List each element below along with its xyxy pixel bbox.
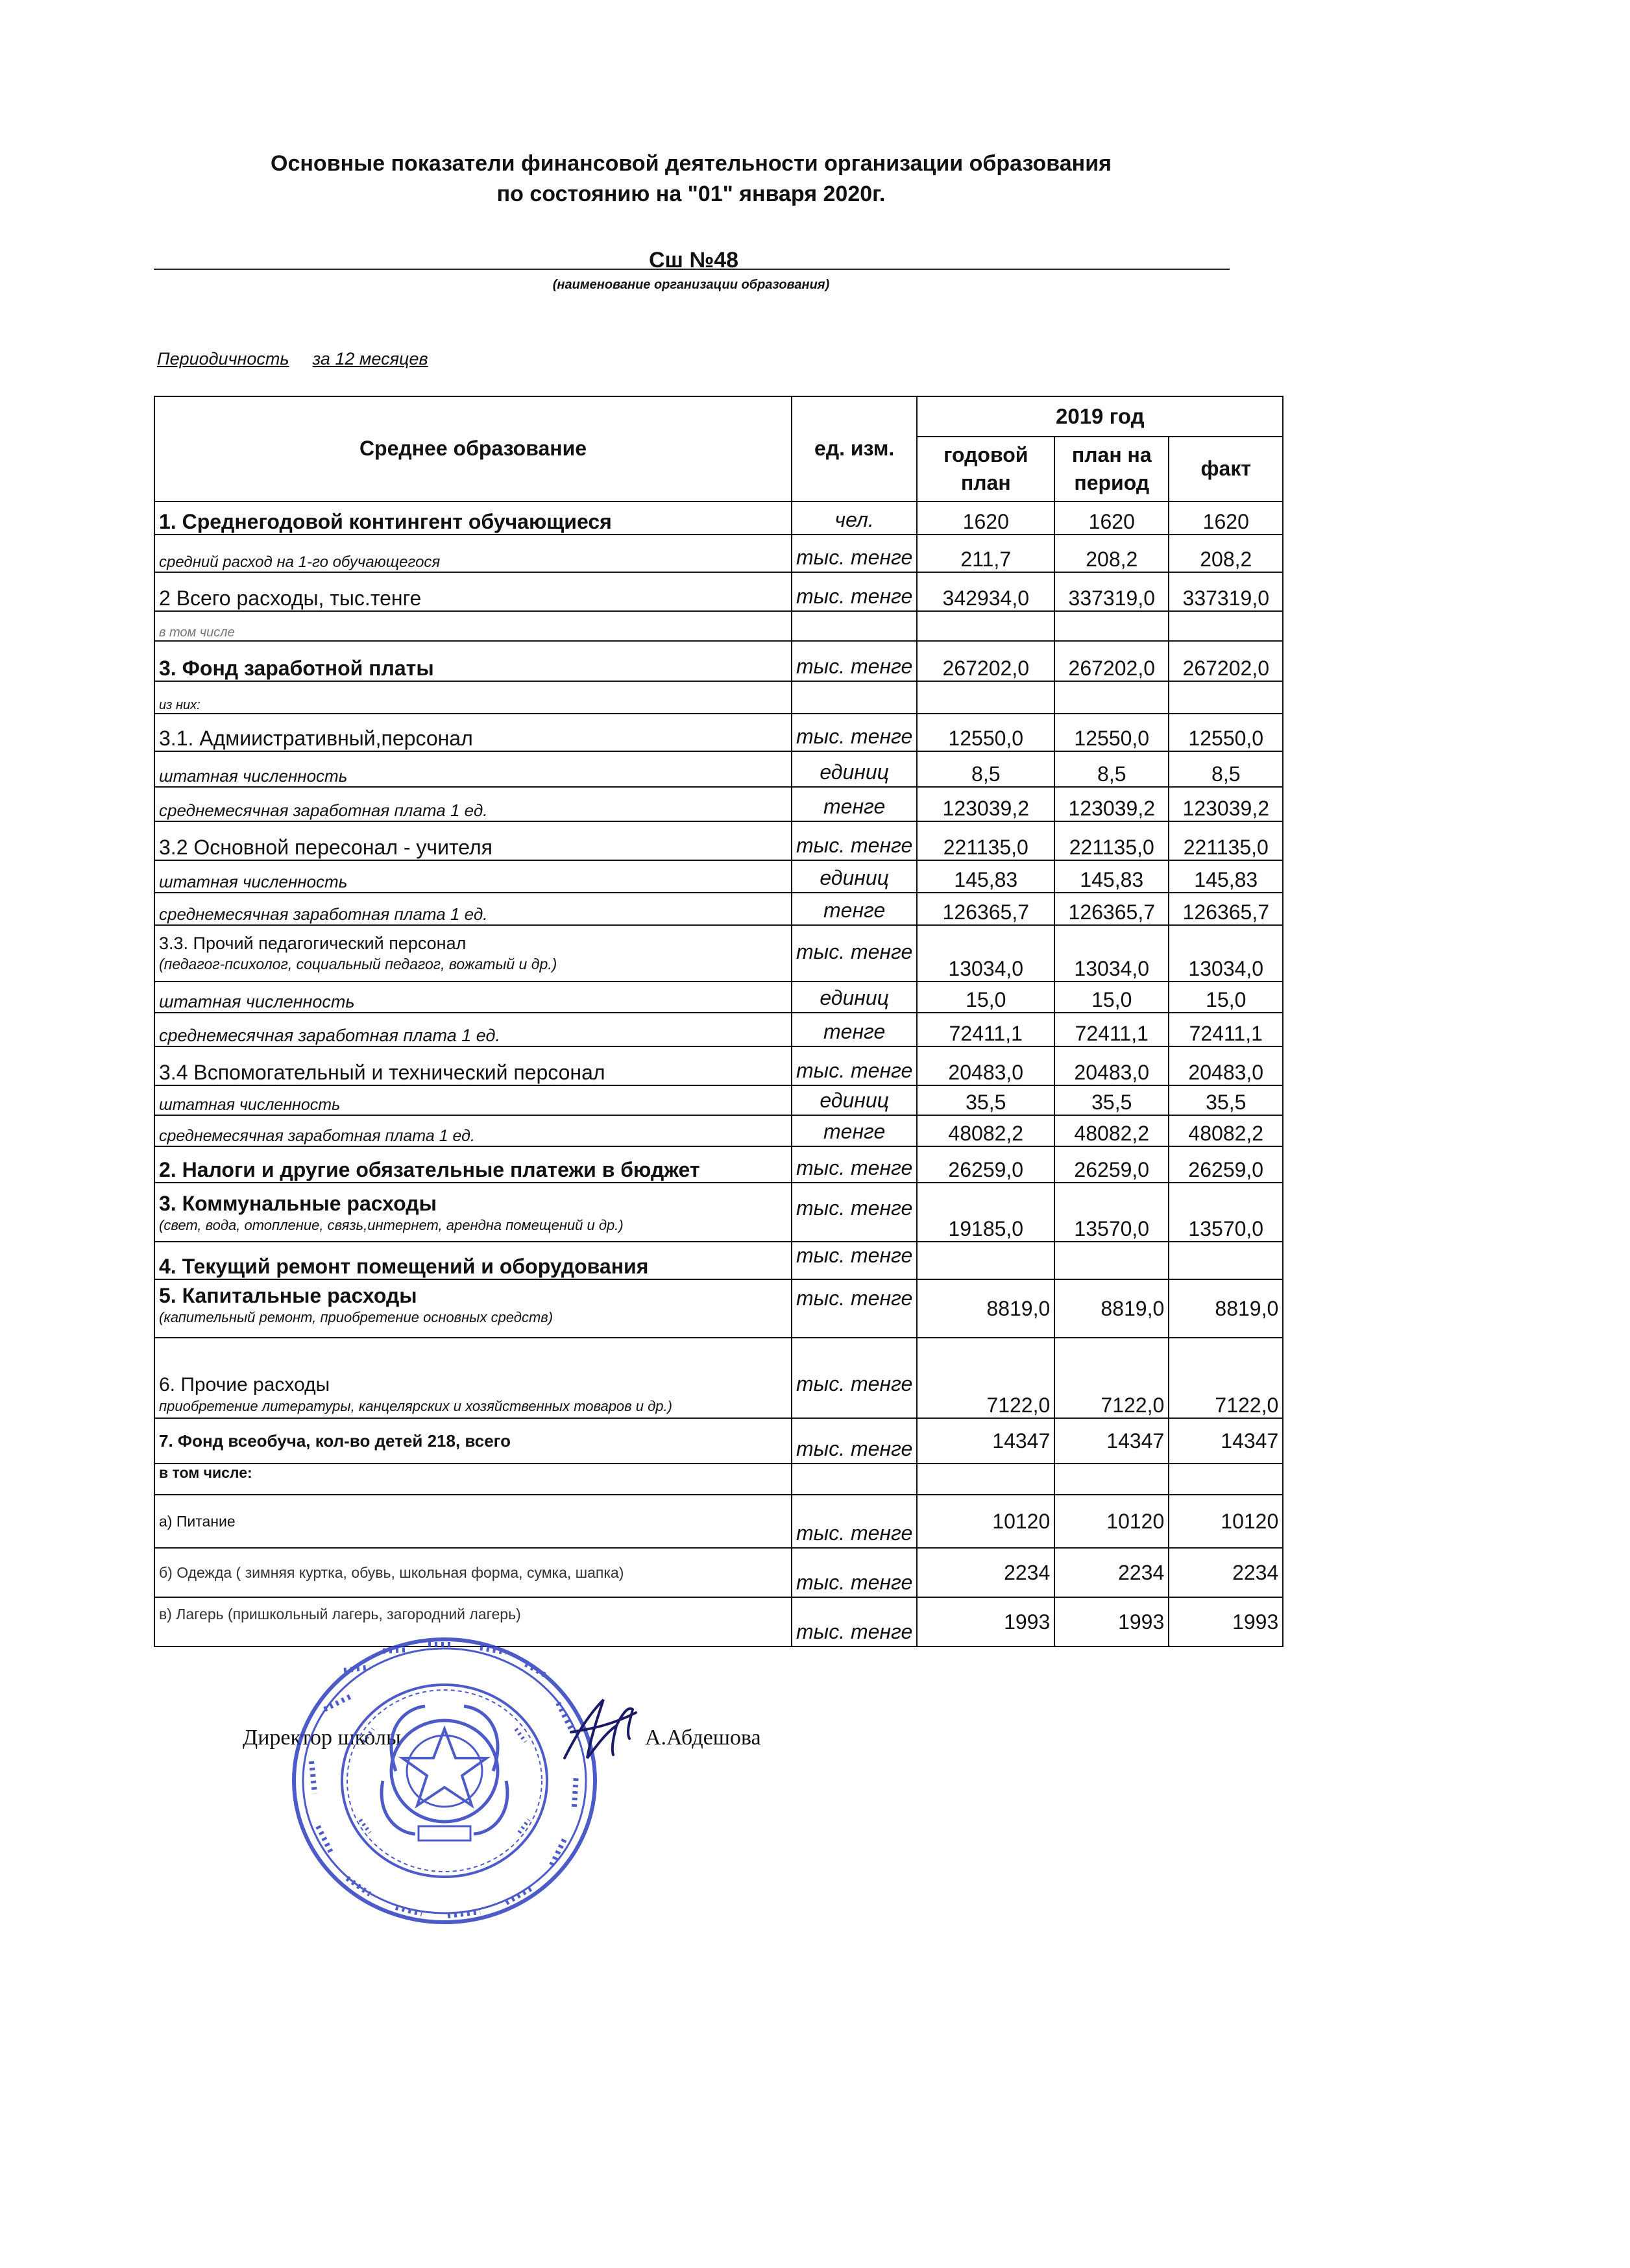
row-period: 208,2 <box>1054 535 1169 572</box>
table-row <box>154 1464 1283 1495</box>
row-unit <box>792 611 917 641</box>
organization-name: Сш №48 <box>649 248 739 272</box>
row-fact: 13034,0 <box>1169 925 1283 982</box>
row-unit: чел. <box>792 501 917 535</box>
table-row <box>154 925 1283 982</box>
row-sublabel: (свет, вода, отопление, связь,интернет, арендна помещений и др.) <box>159 1216 624 1233</box>
row-period: 2234 <box>1054 1548 1169 1597</box>
row-label-cell <box>154 1338 792 1418</box>
row-annual: 13034,0 <box>917 925 1054 982</box>
row-unit: тыс. тенге <box>792 821 917 860</box>
row-annual: 14347 <box>917 1418 1054 1464</box>
table-row <box>154 1242 1283 1279</box>
table-row <box>154 1495 1283 1548</box>
row-fact: 145,83 <box>1169 860 1283 893</box>
document-title-line2: по состоянию на "01" января 2020г. <box>496 182 886 206</box>
row-period: 48082,2 <box>1054 1115 1169 1146</box>
row-fact: 208,2 <box>1169 535 1283 572</box>
row-unit: тыс. тенге <box>792 1338 917 1418</box>
row-sublabel: (капительный ремонт, приобретение основных средств) <box>159 1309 553 1325</box>
row-label: из них: <box>154 681 792 714</box>
periodicity-label: Периодичность <box>157 349 289 368</box>
row-fact: 221135,0 <box>1169 821 1283 860</box>
official-seal-stamp <box>286 1632 603 1930</box>
periodicity <box>157 349 428 369</box>
director-name: А.Абдешова <box>645 1726 761 1750</box>
row-annual: 10120 <box>917 1495 1054 1548</box>
row-label: штатная численность <box>154 1085 792 1115</box>
table-row <box>154 1115 1283 1146</box>
row-fact: 15,0 <box>1169 982 1283 1013</box>
row-fact: 7122,0 <box>1169 1338 1283 1418</box>
header-year: 2019 год <box>917 396 1283 437</box>
header-category: Среднее образование <box>154 396 792 501</box>
row-period <box>1054 1464 1169 1495</box>
row-unit: тыс. тенге <box>792 1183 917 1242</box>
table-row <box>154 611 1283 641</box>
row-fact: 48082,2 <box>1169 1115 1283 1146</box>
row-label: 4. Текущий ремонт помещений и оборудования <box>154 1242 792 1279</box>
row-label-cell <box>154 1183 792 1242</box>
row-annual: 8819,0 <box>917 1279 1054 1338</box>
row-fact: 123039,2 <box>1169 787 1283 821</box>
handwritten-signature <box>552 1687 649 1771</box>
row-period: 267202,0 <box>1054 641 1169 681</box>
row-annual: 1620 <box>917 501 1054 535</box>
row-label: 6. Прочие расходы <box>159 1374 330 1395</box>
row-sublabel: приобретение литературы, канцелярских и хозяйственных товаров и др.) <box>159 1397 672 1414</box>
table-row <box>154 681 1283 714</box>
row-unit: тенге <box>792 787 917 821</box>
organization-caption: (наименование организации образования) <box>552 278 830 292</box>
row-label: в) Лагерь (пришкольный лагерь, загородний лагерь) <box>154 1597 792 1647</box>
row-unit: тыс. тенге <box>792 1146 917 1183</box>
row-unit: единиц <box>792 982 917 1013</box>
row-annual <box>917 1464 1054 1495</box>
row-fact: 12550,0 <box>1169 714 1283 751</box>
row-period: 126365,7 <box>1054 893 1169 925</box>
table-row <box>154 501 1283 535</box>
row-unit: тыс. тенге <box>792 1495 917 1548</box>
row-unit <box>792 1464 917 1495</box>
row-period: 15,0 <box>1054 982 1169 1013</box>
row-label: 3. Фонд заработной платы <box>154 641 792 681</box>
row-period <box>1054 611 1169 641</box>
row-label: штатная численность <box>154 860 792 893</box>
table-row <box>154 860 1283 893</box>
row-fact: 26259,0 <box>1169 1146 1283 1183</box>
table-row <box>154 1046 1283 1085</box>
row-period: 145,83 <box>1054 860 1169 893</box>
row-fact: 14347 <box>1169 1418 1283 1464</box>
row-annual: 145,83 <box>917 860 1054 893</box>
row-period: 13570,0 <box>1054 1183 1169 1242</box>
row-fact: 126365,7 <box>1169 893 1283 925</box>
row-annual: 7122,0 <box>917 1338 1054 1418</box>
row-annual: 2234 <box>917 1548 1054 1597</box>
row-unit: тыс. тенге <box>792 1548 917 1597</box>
row-label: средний расход на 1-го обучающегося <box>154 535 792 572</box>
row-period: 10120 <box>1054 1495 1169 1548</box>
row-label: среднемесячная заработная плата 1 ед. <box>154 893 792 925</box>
table-row <box>154 1548 1283 1597</box>
row-fact <box>1169 1242 1283 1279</box>
row-fact <box>1169 681 1283 714</box>
row-period: 7122,0 <box>1054 1338 1169 1418</box>
row-fact: 20483,0 <box>1169 1046 1283 1085</box>
row-unit: тенге <box>792 1115 917 1146</box>
row-annual: 48082,2 <box>917 1115 1054 1146</box>
row-label-cell <box>154 1279 792 1338</box>
table-row <box>154 982 1283 1013</box>
row-period: 14347 <box>1054 1418 1169 1464</box>
row-annual: 35,5 <box>917 1085 1054 1115</box>
row-label: 3.2 Основной пересонал - учителя <box>154 821 792 860</box>
row-label: 3.3. Прочий педагогический персонал <box>159 934 467 954</box>
table-row <box>154 535 1283 572</box>
row-fact: 1993 <box>1169 1597 1283 1647</box>
row-period: 8819,0 <box>1054 1279 1169 1338</box>
row-fact: 35,5 <box>1169 1085 1283 1115</box>
row-period <box>1054 681 1169 714</box>
row-label: 3. Коммунальные расходы <box>159 1191 437 1215</box>
row-period: 26259,0 <box>1054 1146 1169 1183</box>
row-fact: 8,5 <box>1169 751 1283 787</box>
row-fact: 267202,0 <box>1169 641 1283 681</box>
table-row <box>154 641 1283 681</box>
row-unit: единиц <box>792 751 917 787</box>
table-row <box>154 1279 1283 1338</box>
row-annual: 1993 <box>917 1597 1054 1647</box>
row-unit: единиц <box>792 1085 917 1115</box>
table-row <box>154 572 1283 611</box>
row-unit: тенге <box>792 893 917 925</box>
row-annual: 15,0 <box>917 982 1054 1013</box>
header-annual-plan: годовой план <box>917 437 1054 501</box>
table-row <box>154 751 1283 787</box>
row-unit: тыс. тенге <box>792 1418 917 1464</box>
row-annual: 123039,2 <box>917 787 1054 821</box>
row-unit: тенге <box>792 1013 917 1046</box>
row-annual: 342934,0 <box>917 572 1054 611</box>
row-unit: тыс. тенге <box>792 641 917 681</box>
row-fact <box>1169 1464 1283 1495</box>
row-fact: 10120 <box>1169 1495 1283 1548</box>
row-period: 8,5 <box>1054 751 1169 787</box>
row-annual: 126365,7 <box>917 893 1054 925</box>
row-fact: 2234 <box>1169 1548 1283 1597</box>
row-unit: тыс. тенге <box>792 714 917 751</box>
table-row <box>154 1146 1283 1183</box>
periodicity-value: за 12 месяцев <box>312 349 428 368</box>
row-label: 2 Всего расходы, тыс.тенге <box>154 572 792 611</box>
table-row <box>154 1338 1283 1418</box>
row-fact: 72411,1 <box>1169 1013 1283 1046</box>
row-label: 2. Налоги и другие обязательные платежи в бюджет <box>154 1146 792 1183</box>
table-row <box>154 1013 1283 1046</box>
row-label: среднемесячная заработная плата 1 ед. <box>154 1013 792 1046</box>
table-row <box>154 787 1283 821</box>
row-label: 5. Капитальные расходы <box>159 1284 417 1307</box>
row-period: 35,5 <box>1054 1085 1169 1115</box>
row-period: 13034,0 <box>1054 925 1169 982</box>
table-row <box>154 1085 1283 1115</box>
table-row <box>154 821 1283 860</box>
row-period: 337319,0 <box>1054 572 1169 611</box>
row-label: б) Одежда ( зимняя куртка, обувь, школьная форма, сумка, шапка) <box>154 1548 792 1597</box>
row-period <box>1054 1242 1169 1279</box>
row-label: в том числе <box>154 611 792 641</box>
row-annual: 26259,0 <box>917 1146 1054 1183</box>
header-period-plan: план на период <box>1054 437 1169 501</box>
table-row <box>154 1183 1283 1242</box>
row-fact <box>1169 611 1283 641</box>
row-fact: 8819,0 <box>1169 1279 1283 1338</box>
document-title-line1: Основные показатели финансовой деятельности организации образования <box>271 151 1112 176</box>
row-label: 7. Фонд всеобуча, кол-во детей 218, всего <box>154 1418 792 1464</box>
row-annual: 267202,0 <box>917 641 1054 681</box>
row-annual: 221135,0 <box>917 821 1054 860</box>
row-period: 72411,1 <box>1054 1013 1169 1046</box>
organization-underline <box>154 269 1230 270</box>
row-unit: единиц <box>792 860 917 893</box>
row-annual: 8,5 <box>917 751 1054 787</box>
row-label: 1. Среднегодовой контингент обучающиеся <box>154 501 792 535</box>
row-period: 1993 <box>1054 1597 1169 1647</box>
table-row <box>154 893 1283 925</box>
row-label: в том числе: <box>154 1464 792 1495</box>
financial-indicators-table <box>154 396 1283 1647</box>
row-period: 20483,0 <box>1054 1046 1169 1085</box>
row-label: штатная численность <box>154 751 792 787</box>
row-fact: 13570,0 <box>1169 1183 1283 1242</box>
row-unit: тыс. тенге <box>792 1242 917 1279</box>
row-label: среднемесячная заработная плата 1 ед. <box>154 787 792 821</box>
header-fact: факт <box>1169 437 1283 501</box>
row-fact: 337319,0 <box>1169 572 1283 611</box>
row-unit: тыс. тенге <box>792 572 917 611</box>
row-unit: тыс. тенге <box>792 925 917 982</box>
row-period: 12550,0 <box>1054 714 1169 751</box>
header-unit: ед. изм. <box>792 396 917 501</box>
row-unit: тыс. тенге <box>792 1279 917 1338</box>
row-annual: 20483,0 <box>917 1046 1054 1085</box>
row-annual: 19185,0 <box>917 1183 1054 1242</box>
table-row <box>154 1418 1283 1464</box>
row-annual: 12550,0 <box>917 714 1054 751</box>
row-period: 123039,2 <box>1054 787 1169 821</box>
row-label-cell <box>154 925 792 982</box>
director-label: Директор школы <box>243 1726 401 1750</box>
row-label: штатная численность <box>154 982 792 1013</box>
table-row <box>154 714 1283 751</box>
row-label: а) Питание <box>154 1495 792 1548</box>
row-label: среднемесячная заработная плата 1 ед. <box>154 1115 792 1146</box>
row-sublabel: (педагог-психолог, социальный педагог, вожатый и др.) <box>159 956 557 972</box>
row-label: 3.1. Адмиистративный,персонал <box>154 714 792 751</box>
row-annual <box>917 611 1054 641</box>
row-unit <box>792 681 917 714</box>
row-label: 3.4 Вспомогательный и технический персонал <box>154 1046 792 1085</box>
row-annual: 72411,1 <box>917 1013 1054 1046</box>
row-annual <box>917 1242 1054 1279</box>
row-annual: 211,7 <box>917 535 1054 572</box>
row-unit: тыс. тенге <box>792 1597 917 1647</box>
row-fact: 1620 <box>1169 501 1283 535</box>
row-annual <box>917 681 1054 714</box>
row-unit: тыс. тенге <box>792 1046 917 1085</box>
row-period: 1620 <box>1054 501 1169 535</box>
row-period: 221135,0 <box>1054 821 1169 860</box>
row-unit: тыс. тенге <box>792 535 917 572</box>
